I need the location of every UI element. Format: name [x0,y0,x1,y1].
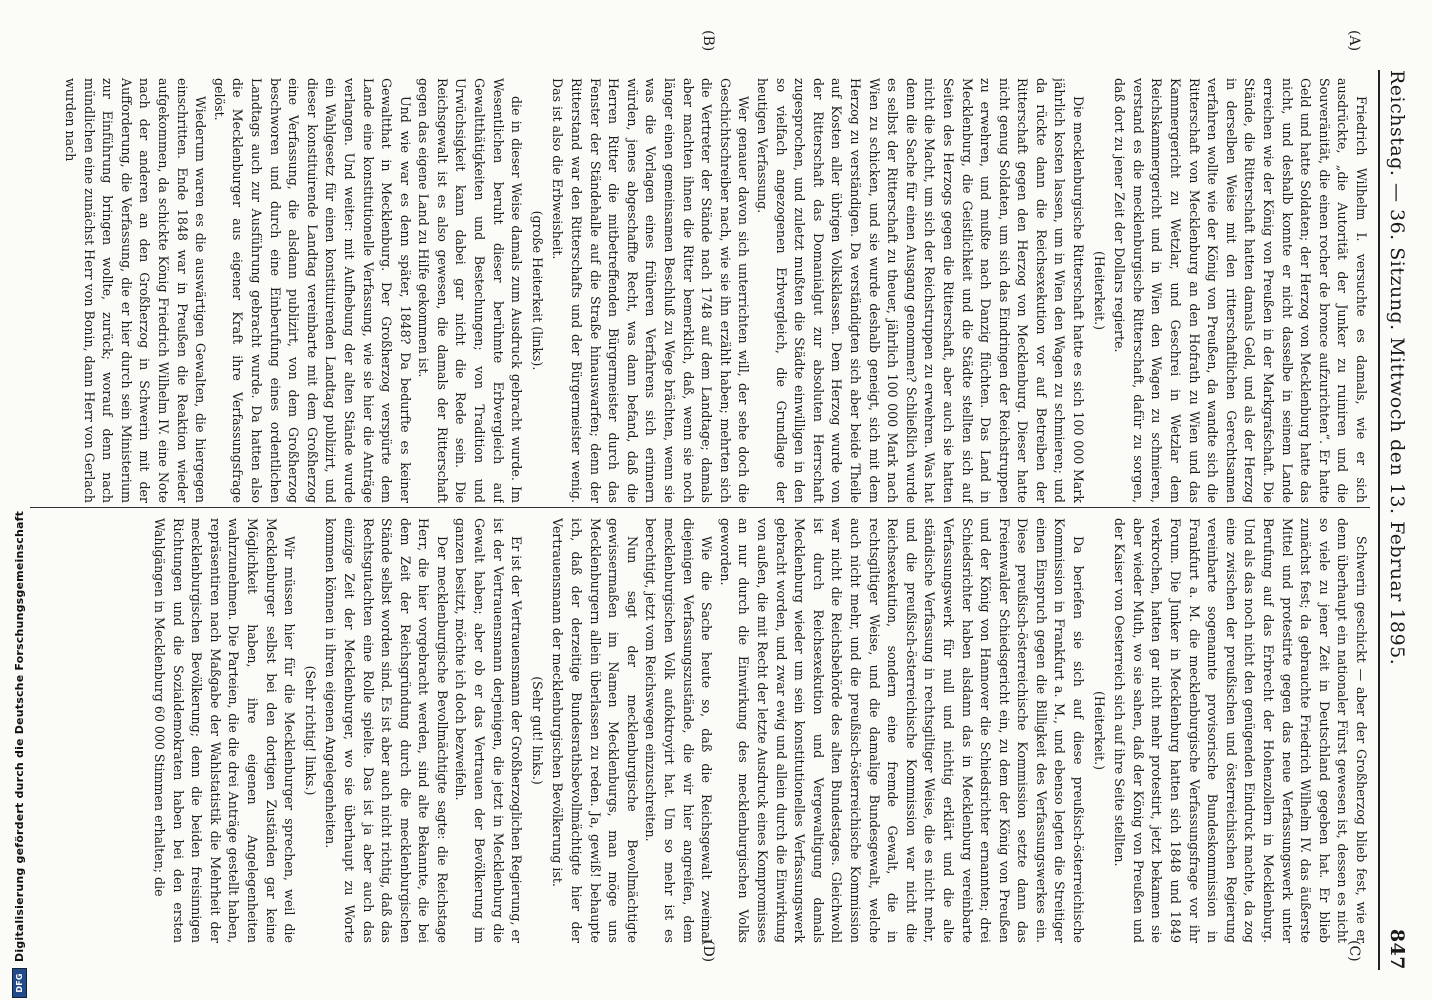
dfg-logo: DFG [12,968,27,998]
right-column [30,518,1370,943]
interjection: (Heiterkeit.) [1091,251,1107,330]
paragraph: Die mecklenburgische Ritterschaft hatte es sich 100 000 Mark jährlich kosten lassen, um in Wien den Wagen zu schmieren; und da rückte dann die Reichsexekution vor auf Betreiben der Ritterschaft gegen den Herzog von Mecklenburg. Dieser hatte nicht genug Soldaten, um sich das Eindringen der Reichstruppen zu erwehren, und mußte nach Danzig flüchten. Das Land in Mecklenburg, die Geistlichkeit und die Städte stellten sich auf Seiten des Herzogs gegen die Ritterschaft, aber auch sie hatten nicht die Macht, um sich der Reichstruppen zu erwehren. Was hat denn die Sache für einen Ausgang genommen? Schließlich wurde es selbst der Ritterschaft zu theuer, jährlich 100 000 Mark nach Wien zu schicken, und sie wurde deshalb geneigt, sich mit dem Herzog zu verständigen. Da verständigten sich aber beide Theile auf Kosten aller übrigen Volksklassen. Dem Herzog wurde von der Ritterschaft das Domanialgut zur absoluten Herrschaft zugesprochen, und zuletzt mußten die Städte einwilligen in den so vielfach angezogenen Erbvergleich, die Grundlage der heutigen Verfassung. [755,78,1087,503]
digitization-credit [6,0,32,998]
margin-marker-b: (B) [700,30,716,52]
interjection: (Sehr richtig! links.) [302,665,318,796]
paragraph: Der mecklenburgische Bevollmächtigte sagte: die Reichstage Herr, die hier vorgebracht werden, sind alte Bekannte, die bei dem Zeit der Reichsgründung durch die mecklenburgischen Stände selbst worden sind. Es ist aber auch nicht richtig, daß das Rechtsgutachten eine Rolle spielte. Das ist ja aber auch das einzige Zeit der Mecklenburger, wo sie überhaupt zu Worte kommen können in ihren eigenen Angelegenheiten. [323,518,450,943]
paragraph: Wer genauer davon sich unterrichten will, der sehe doch die Geschichtschreiber nach, wie sie ihn erzählt haben; mehrten sich die Vertreter der Stände nach 1748 auf dem Landtage; damals aber machten ihnen die Ritter bemerklich, daß, wenn sie noch länger einen gemeinsamen Beschluß zu Wege brächten, wenn sie was die Vorlagen eines früheren Verfahrens sich erinnern würden, jenes abgeschaffte Recht, was dann befand, daß die Herren Ritter die mitbetreffenden Bürgermeister durch das Fenster der Ständehalle auf die Straße hinauswarfen; denn der Ritterstand war den Ritterschafts und der Bürgermeister wenig. Das ist also die Erbweisheit. [550,78,752,503]
paragraph: Nun sagt der mecklenburgische Bevollmächtigte gewissermaßen im Namen Mecklenburgs, man möge uns Mecklenburgern allein überlassen zu reden. Ja, gewiß! behaupte ich, daß der derzeitige Bundesrathsbevollmächtigte hier der Vertrauensmann der mecklenburgischen Bevölkerung ist. [550,518,640,943]
paragraph: Und wie war es denn später, 1848? Da bedurfte es keiner Gewaltthat in Mecklenburg. Der Großherzog verspürte dem Lande eine konstitutionelle Verfassung, wie sie hier die Anträge verlangen. Und weiter: mit Aufhebung der alten Stände wurde ein Wahlgesetz für einen konstituirenden Landtag publizirt, und dieser konstituirende Landtag vereinbarte mit dem Großherzog eine Verfassung, die alsdann publizirt, von dem Großherzog beschworen und durch eine Einberufung eines ordentlichen Landtags auch zur Ausführung gebracht wurde. Da hatten also die Mecklenburger aus eigener Kraft ihre Verfassungsfrage gelöst. [211,78,413,503]
interjection: (Sehr gut! links.) [529,676,545,785]
margin-marker-a: (A) [1346,30,1362,52]
margin-marker-d: (D) [700,940,716,963]
left-column [30,78,1370,503]
paragraph: Da beriefen sie sich auf diese preußisch-österreichische Kommission in Frankfurt a. M., und ebenso legten die Streitiger einen Einspruch gegen die Billigkeit des Verfassungswerkes ein. Diese preußisch-österreichische Kommission setzte dann das Freienwalder Schiedsgericht ein, zu dem der König von Preußen und der König von Hannover die Schiedsrichter ernannten; drei Schiedsrichter haben alsdann das in Mecklenburg vereinbarte Verfassungswerk für null und nichtig erklärt und die alte ständische Verfassung in rechtsgiltiger Weise, die es nicht mehr, und die preußisch-österreichische Kommission war nicht die Reichsexekution, sondern eine fremde Gewalt, die in rechtsgiltiger Weise, und die damalige Bundesgewalt, welche auch nicht mehr, und die preußisch-österreichische Kommission war nicht die Reichsbehörde des alten Bundestages. Gleichwohl ist durch Reichsexekution und Vergewaltigung damals Mecklenburg wieder um sein konstitutionelles Verfassungswerk gebracht worden, und zwar ewig und allein durch die Einwirkung von außen, die mit Recht der letzte Ausdruck eines Kompromisses an nur durch die Einwirkung des mecklenburgischen Volks geworden. [717,518,1087,943]
column-divider [30,507,1370,508]
paragraph: die in dieser Weise damals zum Ausdruck gebracht wurde. Im Wesentlichen beruht dieser berühmte Erbvergleich auf Gewaltthätigkeiten und Bestechungen; von Tradition und Urwüchsigkeit kann dabei gar nicht die Rede sein. Die Reichsgewalt ist es also gewesen, die damals der Ritterschaft gegen das eigene Land zu Hilfe gekommen ist. [416,78,525,503]
paragraph: Wir müssen hier für die Mecklenburger sprechen, weil die Mecklenburger selbst bei den dortigen Zuständen gar keine Möglichkeit haben, ihre eigenen Angelegenheiten wahrzunehmen. Die Parteien, die die drei Anträge gestellt haben, repräsentiren nach Maßgabe der Wahlstatistik die Mehrheit der mecklenburgischen Bevölkerung; denn die beiden freisinnigen Richtungen und die Sozialdemokraten haben bei den ersten Wahlgängen in Mecklenburg 60 000 Stimmen erhalten; die [152,518,298,943]
paragraph: Er ist der Vertrauensmann der Großherzoglichen Regierung, er ist der Vertrauensmann derjenigen, die jetzt in Mecklenburg die Gewalt haben; aber ob er das Vertrauen der Bevölkerung im ganzen besitzt, möchte ich doch bezweifeln. [453,518,525,943]
paragraph: Schwerin geschickt — aber der Großherzog blieb fest, wie er denn überhaupt ein nationaler Fürst gewesen ist, dessen es nicht so viele zu jener Zeit in Deutschland gegeben hat. Er blieb zunächst fest; da gebrauchte Friedrich Wilhelm IV. das äußerste Mittel und protestirte gegen das neue Verfassungswerk unter Berufung auf das Erbrecht der Hohenzollern in Mecklenburg. Und als das noch nicht den genügenden Eindruck machte, da zog eine zwischen der preußischen und österreichischen Regierung vereinbarte sogenannte provisorische Bundeskommission in Frankfurt a. M. die mecklenburgische Verfassungsfrage vor ihr Forum. Die Junker in Mecklenburg hatten sich 1848 und 1849 verkrochen, hatten gar nicht mehr protestirt, jetzt bekamen sie aber wieder Muth, wo sie sahen, daß der König von Preußen und der Kaiser von Oesterreich sich auf ihre Seite stellten. [1112,518,1369,943]
digitization-credit-text: Digitalisierung gefördert durch die Deutsche Forschungsgemeinschaft [12,510,26,962]
paragraph: Wie die Sache heute so, daß die Reichsgewalt zweimal diejenigen Verfassungszustände, die wir hier angreifen, dem mecklenburgischen Volk aufoktroyirt hat. Um so mehr ist es berechtigt, jetzt vom Reichswegen einzuschreiten. [643,518,715,943]
running-title: Reichstag. — 36. Sitzung. Mittwoch den 13. Februar 1895. [1386,70,1408,666]
interjection: (große Heiterkeit (links). [529,210,545,371]
page-number: 847 [1386,928,1408,970]
paragraph: Wiederum waren es die auswärtigen Gewalten, die hiergegen einschritten. Ende 1848 war in Preußen die Reaktion wieder aufgekommen, da schickte König Friedrich Wilhelm IV. eine Note nach der anderen an den Großherzog in Schwerin mit der Aufforderung, die Verfassung, die er hier durch sein Ministerium zur Einführung bringen wollte, zurück; worauf denn nach mündlichen eine zunächst Herr von Bonin, dann Herr von Gerlach wurden nach [63,78,209,503]
interjection: (Heiterkeit.) [1091,691,1107,770]
margin-marker-c: (C) [1346,940,1362,962]
paragraph: Friedrich Wilhelm I. versuchte es damals, wie er sich ausdrückte, „die Autorität der Junker zu ruiniren und die Souveränität, die einen rocher de bronce aufzurichten“. Er hatte Geld und hatte Soldaten; der Herzog von Mecklenburg hatte das nicht, und deshalb konnte er nicht dasselbe in seinem Lande erreichen wie der König von Preußen in der Markgrafschaft. Die Stände, die Ritterschaft hatten damals Geld, und als der Herzog in derselben Weise mit den ritterschaftlichen Gerechtsamen verfahren wollte wie der König von Preußen, da wandte sich die Ritterschaft von Mecklenburg an den Hofrath zu Wien und das Kammergericht zu Wetzlar, und Geschrei in Wetzlar dem Reichskammergericht und in Wien den Wagen zu schmieren, verstand es die mecklenburgische Ritterschaft, dafür zu sorgen, daß dort zu jener Zeit der Dollars regierte. [1112,78,1369,503]
page-header [1378,70,1414,970]
